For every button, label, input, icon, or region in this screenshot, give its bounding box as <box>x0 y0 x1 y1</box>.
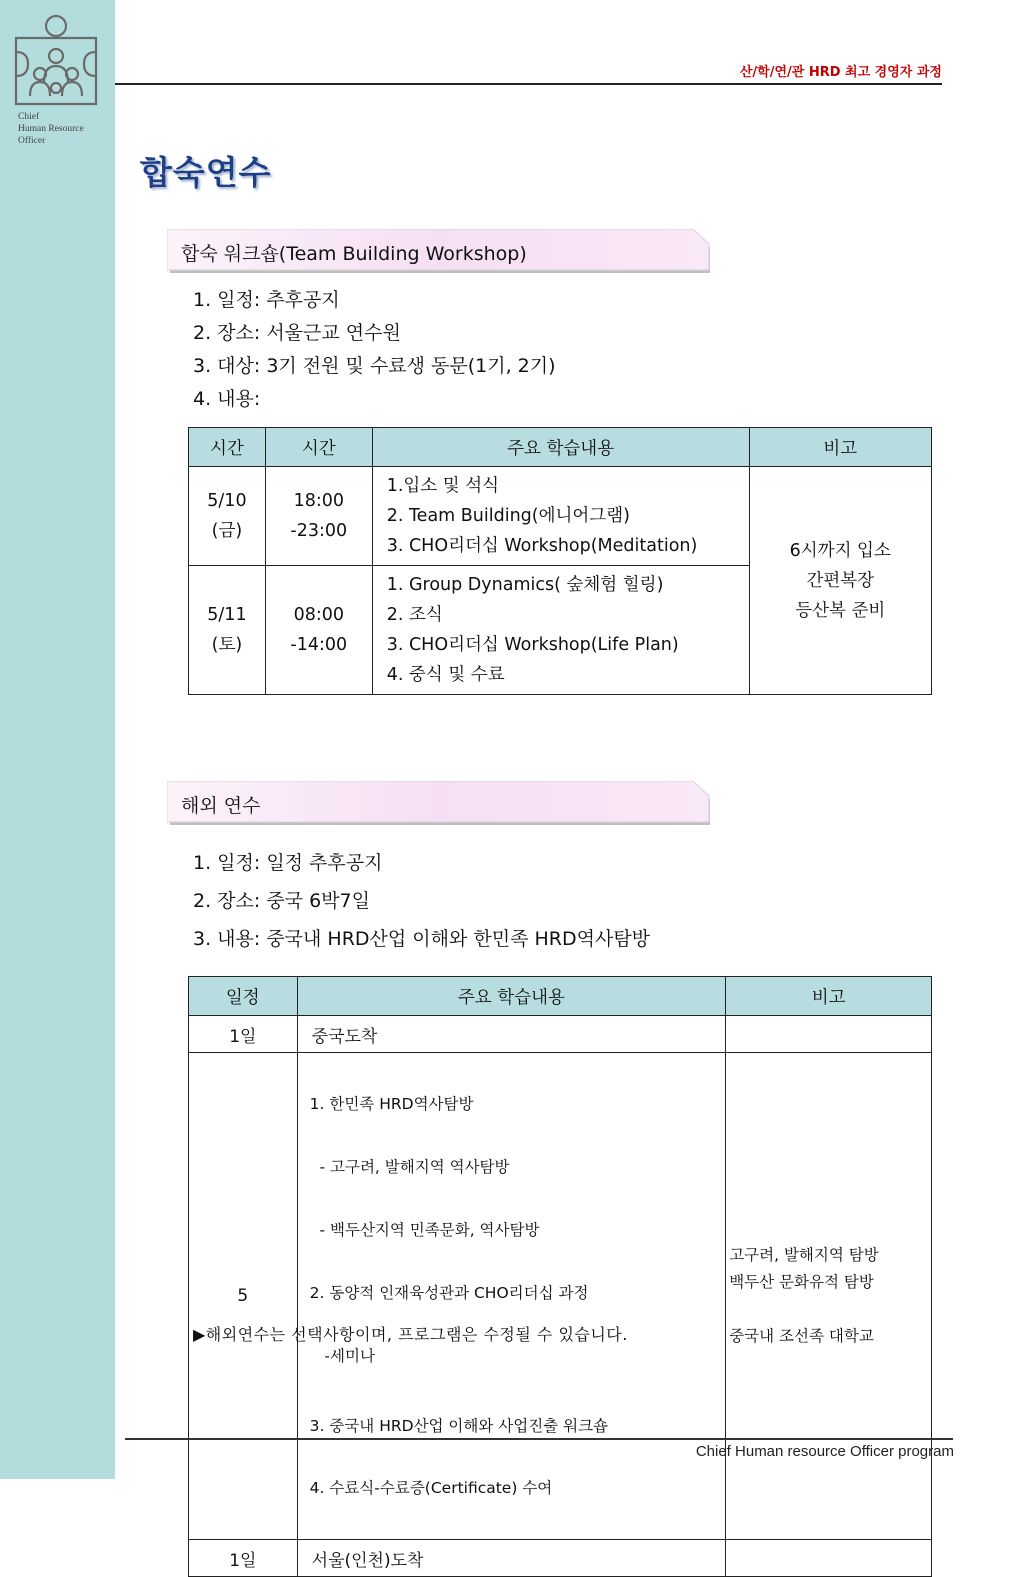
table-row <box>189 1540 932 1577</box>
column-header: 비고 <box>749 428 931 467</box>
date-line: (토) <box>211 635 243 655</box>
column-header: 시간 <box>189 428 266 467</box>
day-cell: 1일 <box>189 1016 298 1053</box>
remark-line: 간편복장 <box>806 570 875 591</box>
content-line: 4. 중식 및 수료 <box>386 665 505 685</box>
remark-cell <box>726 1016 932 1053</box>
column-header: 주요 학습내용 <box>297 977 726 1016</box>
content-line: - 고구려, 발해지역 역사탐방 <box>309 1158 510 1176</box>
table-row <box>189 1016 932 1053</box>
info-item: 4. 내용: <box>193 388 261 410</box>
content-line: 3. CHO리더십 Workshop(Meditation) <box>386 536 698 556</box>
logo-line: Officer <box>18 136 46 146</box>
info-item: 3. 대상: 3기 전원 및 수료생 동문(1기, 2기) <box>193 355 556 377</box>
content-cell <box>372 467 749 566</box>
content-cell: 서울(인천)도착 <box>297 1540 726 1577</box>
remark-cell <box>726 1540 932 1577</box>
overseas-info-list <box>193 844 650 958</box>
content-line: - 백두산지역 민족문화, 역사탐방 <box>309 1221 540 1239</box>
date-cell <box>189 467 266 566</box>
sidebar-strip <box>0 0 115 1479</box>
header-divider <box>115 83 942 85</box>
content-line: 1. 한민족 HRD역사탐방 <box>309 1095 474 1113</box>
info-item: 1. 일정: 추후공지 <box>193 289 340 311</box>
day-cell: 5 <box>189 1053 298 1540</box>
content-cell <box>372 566 749 695</box>
remark-line: 등산복 준비 <box>795 600 886 621</box>
content-line: 1. Group Dynamics( 숲체험 힐링) <box>386 575 664 595</box>
remark-line: 6시까지 입소 <box>789 540 891 561</box>
content-cell <box>297 1053 726 1540</box>
people-puzzle-logo-icon <box>10 12 102 112</box>
logo-text <box>18 111 84 147</box>
remark-cell <box>726 1053 932 1540</box>
section-banner-overseas <box>167 781 713 823</box>
content-line: 4. 수료식-수료증(Certificate) 수여 <box>309 1479 553 1497</box>
table-header-row <box>189 428 932 467</box>
content-line: -세미나 <box>309 1347 375 1365</box>
banner-label: 합숙 워크숍(Team Building Workshop) <box>181 243 527 265</box>
column-header: 주요 학습내용 <box>372 428 749 467</box>
logo-line: Chief <box>18 112 40 122</box>
banner-label: 해외 연수 <box>181 795 261 817</box>
content-line: 2. Team Building(에니어그램) <box>386 506 630 526</box>
workshop-info-list <box>193 284 556 416</box>
day-cell: 1일 <box>189 1540 298 1577</box>
date-line: (금) <box>211 521 243 541</box>
optional-note: ▶해외연수는 선택사항이며, 프로그램은 수정될 수 있습니다. <box>193 1325 628 1344</box>
header-title: 산/학/연/관 HRD 최고 경영자 과정 <box>739 65 942 80</box>
overseas-schedule-table <box>188 976 932 1577</box>
remark-cell <box>749 467 931 695</box>
table-row <box>189 467 932 566</box>
time-line: 08:00 <box>293 605 344 625</box>
info-item: 1. 일정: 일정 추후공지 <box>193 852 383 874</box>
page-title: 합숙연수 <box>140 153 272 192</box>
content-line: 2. 동양적 인재육성관과 CHO리더십 과정 <box>309 1284 589 1302</box>
content-cell: 중국도착 <box>297 1016 726 1053</box>
info-item: 3. 내용: 중국내 HRD산업 이해와 한민족 HRD역사탐방 <box>193 928 651 950</box>
footer-text: Chief Human resource Officer program <box>695 1443 954 1460</box>
table-row <box>189 1053 932 1540</box>
workshop-schedule-table <box>188 427 932 695</box>
column-header: 비고 <box>726 977 932 1016</box>
remark-line: 중국내 조선족 대학교 <box>729 1327 874 1345</box>
column-header: 시간 <box>265 428 372 467</box>
time-cell <box>265 566 372 695</box>
remark-line: 백두산 문화유적 탐방 <box>729 1273 874 1291</box>
info-item: 2. 장소: 서울근교 연수원 <box>193 322 401 344</box>
time-line: 18:00 <box>293 491 344 511</box>
content-line: 3. CHO리더십 Workshop(Life Plan) <box>386 635 679 655</box>
time-line: -14:00 <box>290 635 348 655</box>
date-cell <box>189 566 266 695</box>
date-line: 5/11 <box>207 605 247 625</box>
time-cell <box>265 467 372 566</box>
section-banner-workshop <box>167 229 713 271</box>
content-line: 1.입소 및 석식 <box>386 476 500 496</box>
footer-divider <box>125 1438 953 1440</box>
time-line: -23:00 <box>290 521 348 541</box>
table-header-row <box>189 977 932 1016</box>
content-line: 3. 중국내 HRD산업 이해와 사업진출 워크숍 <box>309 1417 609 1435</box>
date-line: 5/10 <box>207 491 247 511</box>
content-line: 2. 조식 <box>386 605 443 625</box>
column-header: 일정 <box>189 977 298 1016</box>
remark-line: 고구려, 발해지역 탐방 <box>729 1246 879 1264</box>
info-item: 2. 장소: 중국 6박7일 <box>193 890 370 912</box>
logo-line: Human Resource <box>18 124 84 134</box>
